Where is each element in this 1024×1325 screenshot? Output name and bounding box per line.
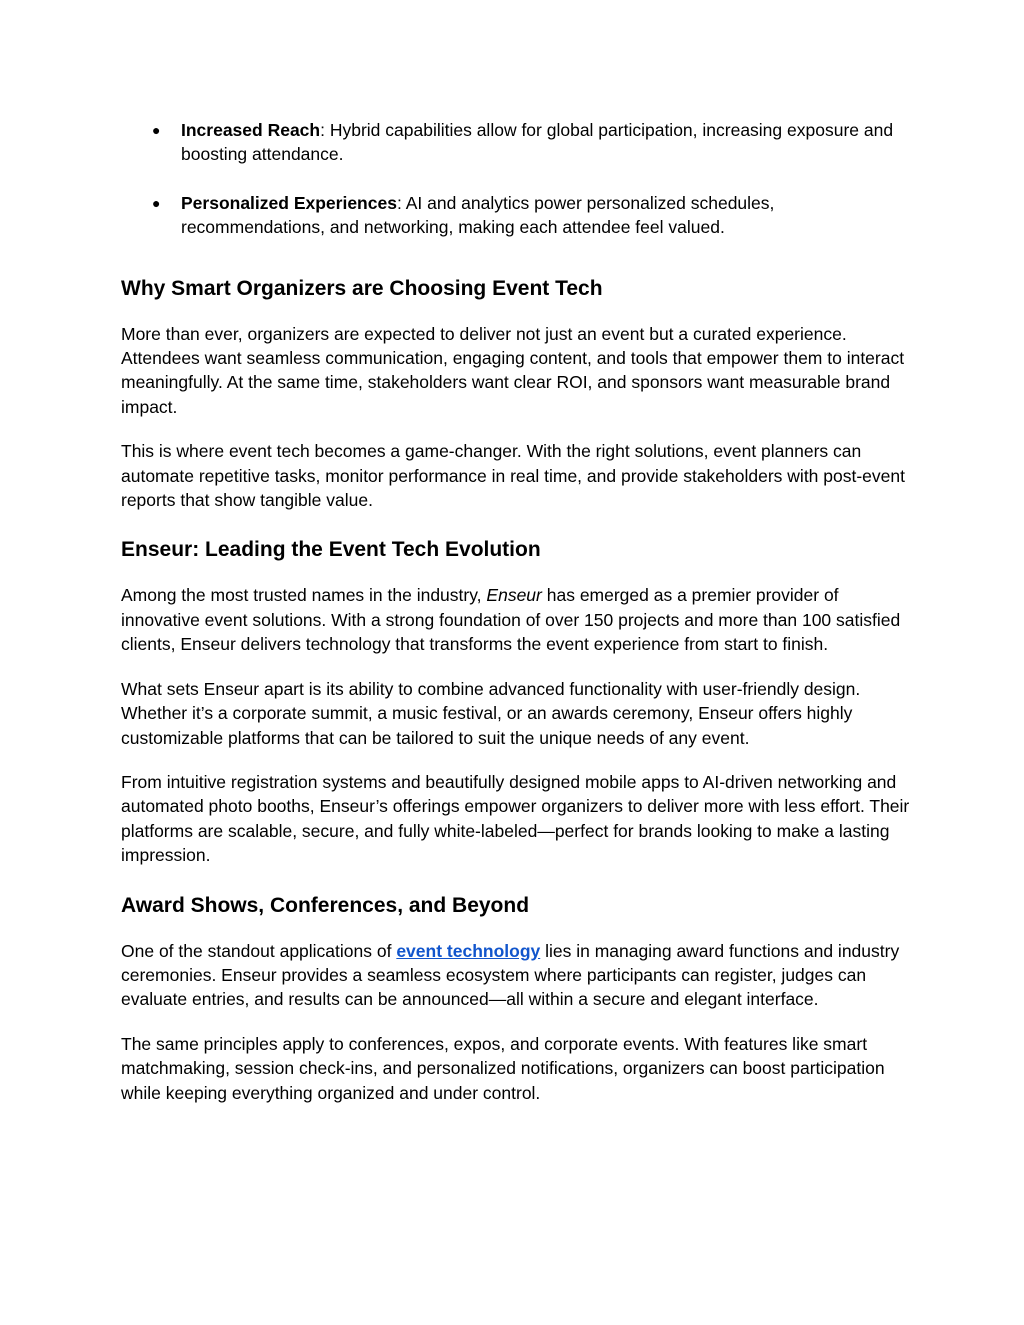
- paragraph-text: lies in managing award functions and industry ceremonies. Enseur provides a seamless ecosystem where participants can register, judges can evaluate entries, and results can be announced—all within a secure and elegant interface.: [121, 940, 900, 1010]
- section-heading-award: Award Shows, Conferences, and Beyond: [121, 893, 530, 917]
- paragraph-text: One of the standout applications of: [121, 940, 397, 961]
- benefits-list: [121, 118, 911, 240]
- list-item: [121, 191, 911, 240]
- paragraph: From intuitive registration systems and beautifully designed mobile apps to AI-driven networking and automated photo booths, Enseur’s offerings empower organizers to deliver more with less effort. Their platforms are scalable, secure, and fully white-labeled—perfect for brands looking to make a lasting impression.: [121, 771, 910, 866]
- bullet-text: : AI and analytics power personalized schedules, recommendations, and networking, making each attendee feel valued.: [181, 192, 775, 238]
- paragraph: What sets Enseur apart is its ability to combine advanced functionality with user-friendly design. Whether it’s a corporate summit, a music festival, or an awards ceremony, Enseur offers highly customizable platforms that can be tailored to suit the unique needs of any event.: [121, 678, 861, 748]
- bullet-text: : Hybrid capabilities allow for global participation, increasing exposure and boosting attendance.: [181, 120, 894, 165]
- paragraph: [121, 939, 911, 1012]
- section-heading-why: Why Smart Organizers are Choosing Event Tech: [121, 276, 603, 300]
- bullet-term: Increased Reach: [181, 120, 321, 140]
- paragraph-text: Among the most trusted names in the industry,: [121, 585, 487, 606]
- list-item: [121, 118, 911, 167]
- paragraph: The same principles apply to conferences, expos, and corporate events. With features like smart matchmaking, session check-ins, and personalized notifications, organizers can boost participation while keeping everything organized and under control.: [121, 1033, 885, 1103]
- section-heading-enseur: Enseur: Leading the Event Tech Evolution: [121, 538, 541, 562]
- paragraph: [121, 583, 911, 656]
- paragraph: This is where event tech becomes a game-changer. With the right solutions, event planners can automate repetitive tasks, monitor performance in real time, and provide stakeholders with post-event reports that show tangible value.: [121, 441, 905, 511]
- bullet-icon: ●: [152, 122, 161, 138]
- document-body: [121, 118, 911, 1105]
- bullet-term: Personalized Experiences: [181, 192, 397, 213]
- paragraph-text: has emerged as a premier provider of innovative event solutions. With a strong foundation of over 150 projects and more than 100 satisfied clients, Enseur delivers technology that transforms the event experience from start to finish.: [121, 585, 901, 655]
- paragraph: More than ever, organizers are expected to deliver not just an event but a curated experience. Attendees want seamless communication, engaging content, and tools that empower them to interact meaningfully. At the same time, stakeholders want clear ROI, and sponsors want measurable brand impact.: [121, 323, 905, 417]
- event-technology-link[interactable]: event technology: [396, 940, 541, 961]
- bullet-icon: ●: [152, 194, 161, 211]
- brand-name: Enseur: [486, 585, 542, 606]
